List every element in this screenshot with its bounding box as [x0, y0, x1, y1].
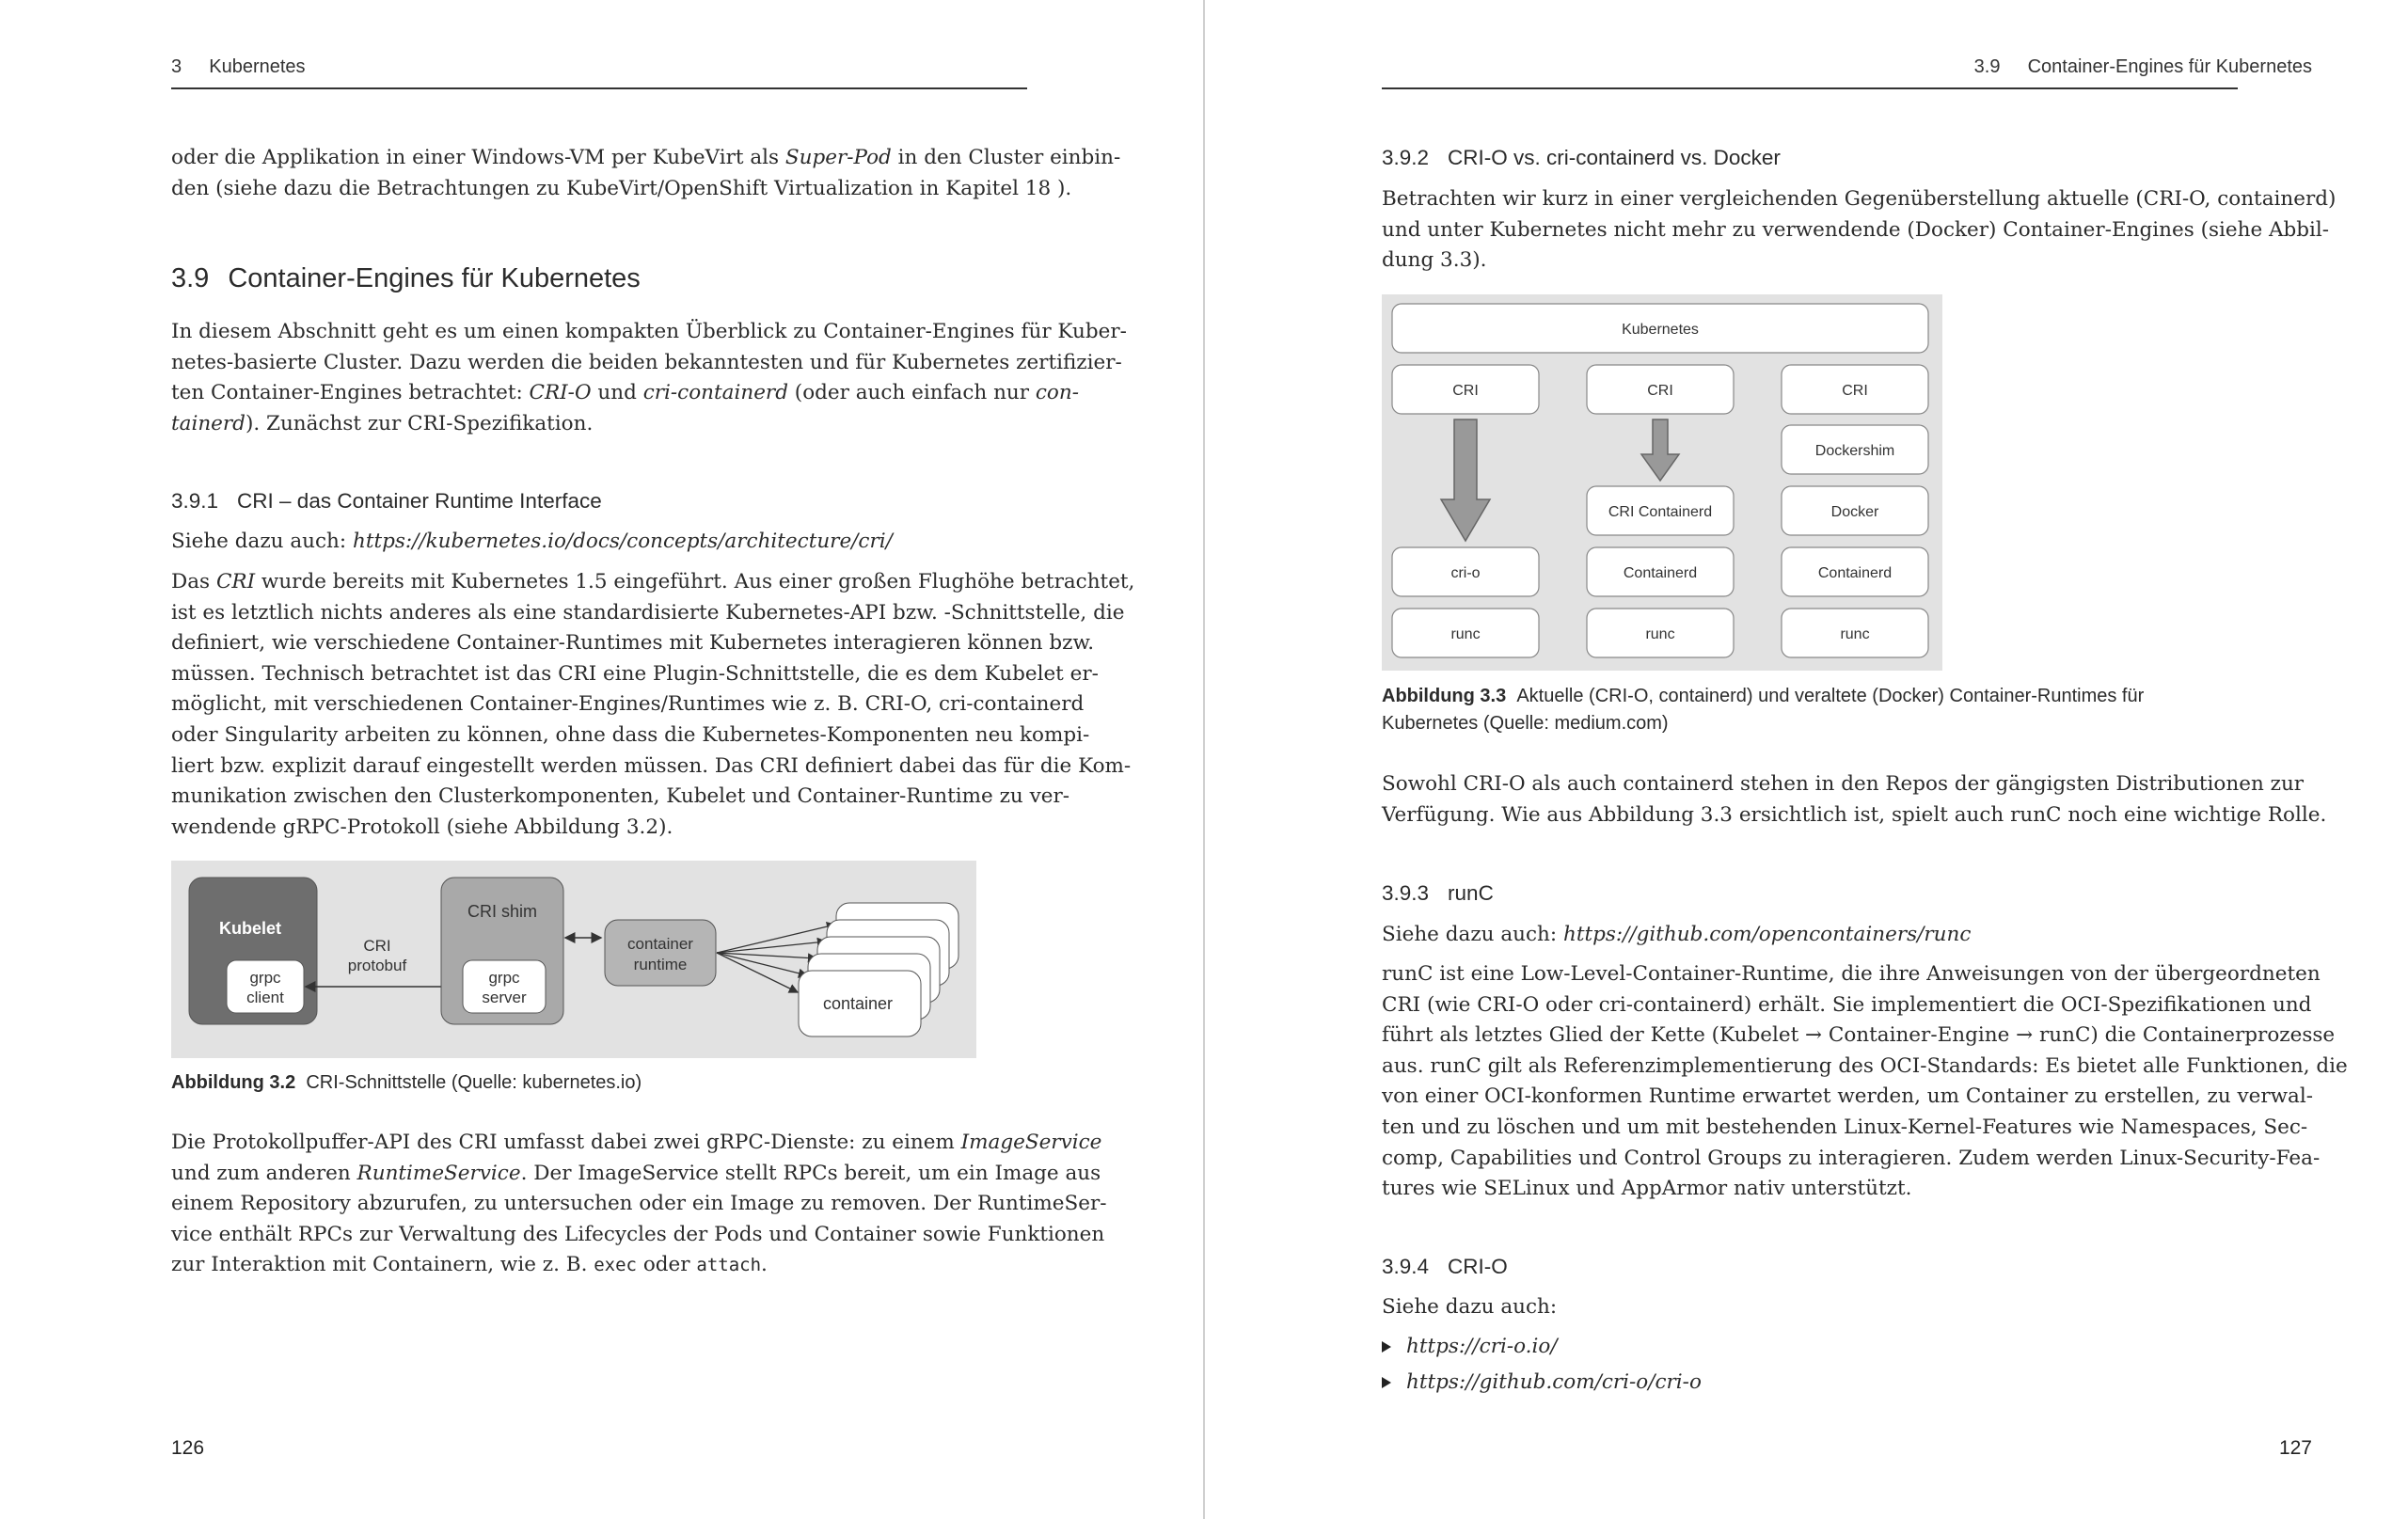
text-line: müssen. Technisch betrachtet ist das CRI eine Plugin-Schnittstelle, die es dem Kubelet er-: [171, 661, 1099, 686]
subsection-heading-runc: [1382, 881, 1494, 906]
col1-runc-label: runc: [1450, 626, 1481, 642]
see-also-runc: [1382, 920, 2238, 951]
text-line: Sowohl CRI-O als auch containerd stehen in den Repos der gängigsten Distributionen zur: [1382, 772, 2305, 796]
running-head-left: [171, 56, 306, 78]
col2-runc-label: runc: [1645, 626, 1675, 642]
figure-cri-interface: [171, 861, 976, 1058]
comparison-paragraph: [1382, 184, 2337, 277]
text-line: liert bzw. explizit darauf eingestellt werden müssen. Das CRI definiert dabei das für die Kom-: [171, 753, 1132, 778]
text-line: tainerd). Zunächst zur CRI-Spezifikation.: [171, 411, 594, 435]
col1-cri-label: CRI: [1452, 383, 1479, 399]
container-runtime-line2: runtime: [633, 956, 688, 973]
text-line: munikation zwischen den Clusterkomponenten, Kubelet und Container-Runtime zu ver-: [171, 784, 1069, 809]
text-line: aus. runC gilt als Referenzimplementierung des OCI-Standards: Es bietet alle Funktionen, die: [1382, 1053, 2348, 1078]
subsection-title: runC: [1448, 881, 1494, 905]
container-runtime-box: [605, 920, 716, 986]
text-line: Betrachten wir kurz in einer vergleichenden Gegenüberstellung aktuelle (CRI-O, containerd): [1382, 187, 2337, 211]
grpc-client-line1: grpc: [249, 969, 281, 987]
cri-containerd-label: CRI Containerd: [1608, 504, 1713, 520]
caption-text: CRI-Schnittstelle (Quelle: kubernetes.io): [306, 1072, 642, 1093]
subsection-title: CRI-O vs. cri-containerd vs. Docker: [1448, 146, 1781, 169]
repos-paragraph: [1382, 769, 2327, 831]
text-line: vice enthält RPCs zur Verwaltung des Lifecycles der Pods und Container sowie Funktionen: [171, 1222, 1105, 1246]
grpc-client-line2: client: [246, 989, 284, 1006]
container-label: container: [822, 994, 894, 1013]
text-line: und unter Kubernetes nicht mehr zu verwendende (Docker) Container-Engines (siehe Abbil-: [1382, 217, 2330, 242]
grpc-server-line1: grpc: [488, 969, 520, 987]
text-line: oder Singularity arbeiten zu können, ohne dass die Kubernetes-Komponenten neu kompi-: [171, 722, 1090, 747]
section-title: Container-Engines für Kubernetes: [228, 263, 641, 293]
page-number-right: 127: [2278, 1437, 2312, 1459]
see-also-cri: [171, 527, 1027, 558]
text-line: Das CRI wurde bereits mit Kubernetes 1.5 eingeführt. Aus einer großen Flughöhe betrachtet,: [171, 570, 1135, 593]
grpc-server-line2: server: [482, 989, 527, 1006]
kubelet-label: Kubelet: [218, 919, 282, 938]
col3-containerd-label: Containerd: [1817, 565, 1893, 581]
text-line: wendende gRPC-Protokoll (siehe Abbildung 3.2).: [171, 815, 673, 839]
figure-3-2-caption: [171, 1069, 642, 1097]
text-line: ist es letztlich nichts anderes als eine standardisierte Kubernetes-API bzw. -Schnittstelle, die: [171, 600, 1125, 625]
intro-paragraph: [171, 143, 1121, 204]
subsection-heading-comparison: [1382, 146, 1781, 170]
bullet-triangle-icon: [1382, 1377, 1391, 1388]
text-line: comp, Capabilities und Control Groups zu interagieren. Zudem werden Linux-Security-Fea-: [1382, 1146, 2321, 1170]
text-line: und zum anderen RuntimeService. Der ImageService stellt RPCs bereit, um ein Image aus: [171, 1161, 1101, 1185]
text-line: Siehe dazu auch: https://github.com/opencontainers/runc: [1382, 923, 1972, 946]
page-number-left: 126: [171, 1437, 205, 1459]
section-heading: [171, 263, 641, 294]
docker-label: Docker: [1830, 504, 1879, 520]
chapter-title: Kubernetes: [209, 56, 306, 77]
header-rule-right: [1382, 87, 2238, 89]
subsection-title: CRI-O: [1448, 1255, 1508, 1278]
text-line: ten Container-Engines betrachtet: CRI-O und cri-containerd (oder auch einfach nur con-: [171, 381, 1079, 405]
link-list-item[interactable]: [1382, 1332, 1558, 1362]
see-also-crio: Siehe dazu auch:: [1382, 1295, 1558, 1319]
right-page: [1205, 0, 2408, 1519]
subsection-number: 3.9.4: [1382, 1255, 1430, 1278]
caption-line1: Aktuelle (CRI-O, containerd) und veraltete (Docker) Container-Runtimes für: [1516, 686, 2145, 706]
running-head-right: [1974, 56, 2312, 78]
text-line: den (siehe dazu die Betrachtungen zu KubeVirt/OpenShift Virtualization in Kapitel 18 ).: [171, 176, 1072, 200]
text-line: netes-basierte Cluster. Dazu werden die beiden bekanntesten und für Kubernetes zertifizier-: [171, 350, 1122, 374]
caption-label: Abbildung 3.2: [171, 1072, 296, 1093]
running-head-title: Container-Engines für Kubernetes: [2027, 56, 2312, 77]
section-number: 3.9: [171, 263, 210, 293]
col2-cri-label: CRI: [1647, 383, 1673, 399]
header-rule: [171, 87, 1027, 89]
text-line: tures wie SELinux und AppArmor nativ unterstützt.: [1382, 1177, 1912, 1201]
caption-label: Abbildung 3.3: [1382, 686, 1507, 706]
running-head-number: 3.9: [1973, 56, 2001, 77]
text-line: einem Repository abzurufen, zu untersuchen oder ein Image zu removen. Der RuntimeSer-: [171, 1192, 1107, 1216]
text-line: Siehe dazu auch: https://kubernetes.io/docs/concepts/architecture/cri/: [171, 530, 893, 553]
container-runtime-line1: container: [627, 935, 693, 953]
section-intro-paragraph: [171, 317, 1127, 439]
bullet-triangle-icon: [1382, 1341, 1391, 1353]
link-github-cri-o[interactable]: https://github.com/cri-o/cri-o: [1406, 1370, 1702, 1394]
subsection-heading-crio: [1382, 1255, 1508, 1279]
figure-container-runtimes: [1382, 294, 1942, 671]
subsection-number: 3.9.2: [1382, 146, 1430, 169]
col3-runc-label: runc: [1840, 626, 1870, 642]
cri-shim-label: CRI shim: [467, 902, 538, 921]
text-line: führt als letztes Glied der Kette (Kubelet → Container-Engine → runC) die Containerprozesse: [1382, 1023, 2336, 1048]
protobuf-paragraph: [171, 1128, 1107, 1281]
link-list-item[interactable]: [1382, 1368, 1702, 1398]
subsection-heading-cri: [171, 489, 602, 514]
runc-paragraph: [1382, 959, 2348, 1205]
caption-line2: Kubernetes (Quelle: medium.com): [1382, 713, 1669, 734]
col2-containerd-label: Containerd: [1623, 565, 1698, 581]
subsection-title: CRI – das Container Runtime Interface: [237, 489, 602, 513]
cri-paragraph: [171, 567, 1135, 843]
text-line: Verfügung. Wie aus Abbildung 3.3 ersichtlich ist, spielt auch runC noch eine wichtige Rolle.: [1382, 802, 2327, 827]
text-line: ten und zu löschen und um mit bestehenden Linux-Kernel-Features wie Namespaces, Sec-: [1382, 1115, 2308, 1139]
kubernetes-label: Kubernetes: [1622, 322, 1699, 338]
text-line: oder die Applikation in einer Windows-VM per KubeVirt als Super-Pod in den Cluster einbin-: [171, 146, 1121, 169]
figure-3-3-caption: [1382, 683, 2210, 737]
text-line: Die Protokollpuffer-API des CRI umfasst dabei zwei gRPC-Dienste: zu einem ImageService: [171, 1131, 1102, 1154]
text-line: In diesem Abschnitt geht es um einen kompakten Überblick zu Container-Engines für Kuber-: [171, 320, 1127, 343]
text-line: CRI (wie CRI-O oder cri-containerd) erhält. Sie implementiert die OCI-Spezifikationen und: [1382, 992, 2312, 1017]
left-page: [0, 0, 1203, 1519]
cri-protobuf-line2: protobuf: [347, 957, 407, 974]
link-cri-o-io[interactable]: https://cri-o.io/: [1406, 1335, 1558, 1358]
text-line: zur Interaktion mit Containern, wie z. B. exec oder attach.: [171, 1253, 768, 1277]
dockershim-label: Dockershim: [1814, 443, 1895, 459]
subsection-number: 3.9.3: [1382, 881, 1430, 905]
cri-protobuf-line1: CRI: [363, 937, 391, 955]
text-line: definiert, wie verschiedene Container-Runtimes mit Kubernetes interagieren können bzw.: [171, 631, 1095, 656]
chapter-number: 3: [171, 56, 182, 77]
cri-o-label: cri-o: [1450, 565, 1481, 581]
subsection-number: 3.9.1: [171, 489, 219, 513]
col3-cri-label: CRI: [1842, 383, 1868, 399]
text-line: möglicht, mit verschiedenen Container-Engines/Runtimes wie z. B. CRI-O, cri-containerd: [171, 692, 1085, 717]
text-line: runC ist eine Low-Level-Container-Runtime, die ihre Anweisungen von der übergeordneten: [1382, 962, 2321, 986]
text-line: dung 3.3).: [1382, 248, 1487, 273]
text-line: von einer OCI-konformen Runtime erwartet werden, um Container zu erstellen, zu verwal-: [1382, 1084, 2314, 1109]
